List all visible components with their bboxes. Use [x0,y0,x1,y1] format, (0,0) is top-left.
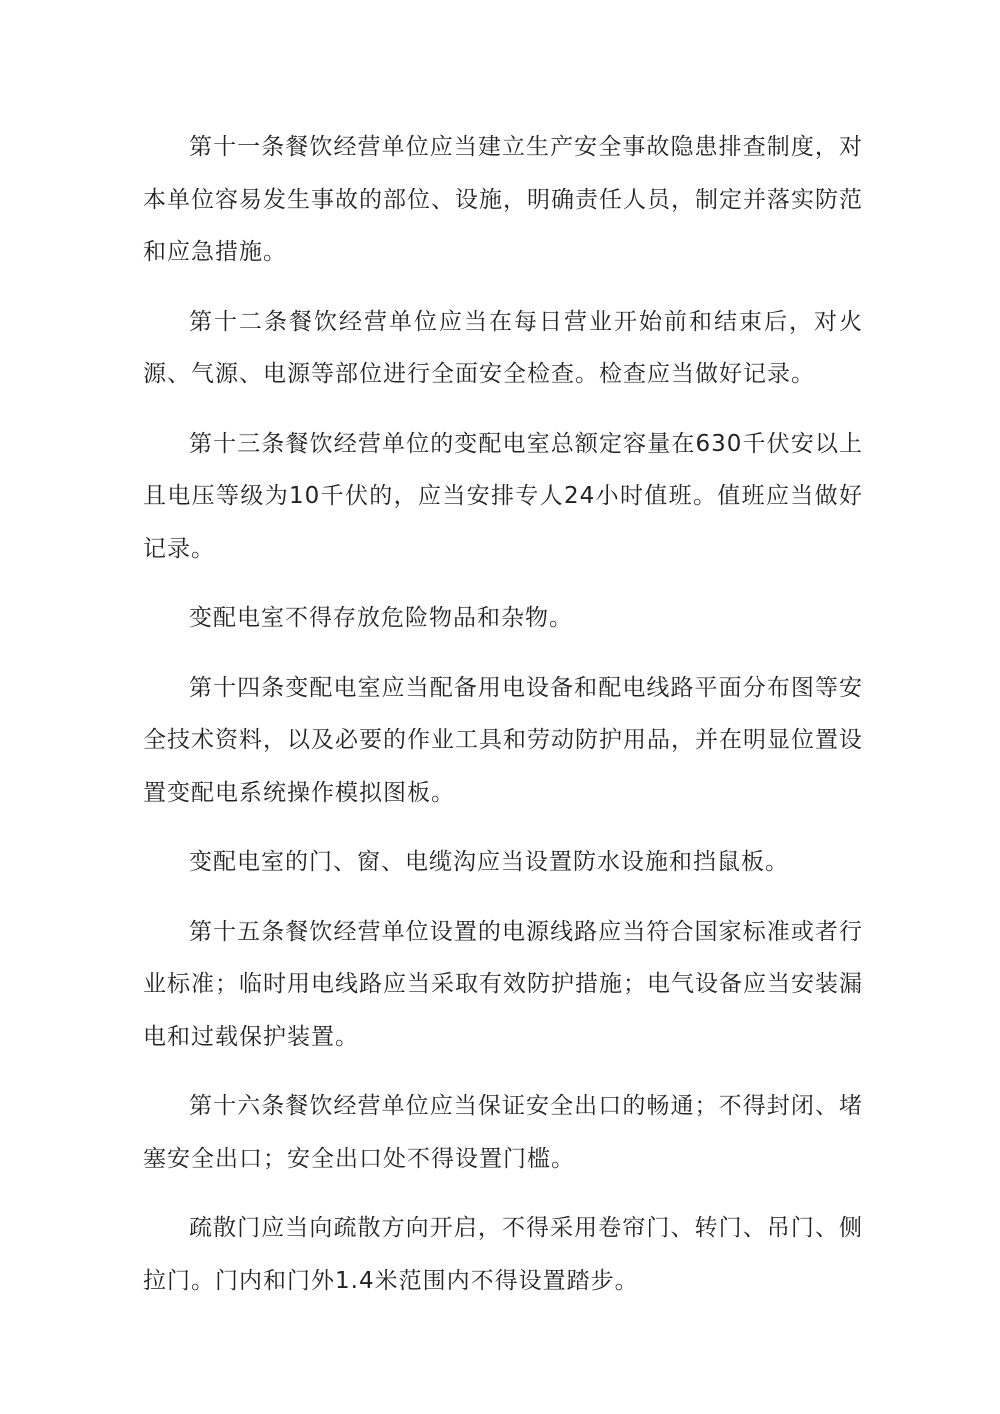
paragraph-article-12: 第十二条餐饮经营单位应当在每日营业开始前和结束后，对火源、气源、电源等部位进行全面安全检查。检查应当做好记录。 [143,308,863,387]
paragraph-article-16: 第十六条餐饮经营单位应当保证安全出口的畅通；不得封闭、堵塞安全出口；安全出口处不得设置门槛。 [143,1093,863,1172]
paragraph-article-11: 第十一条餐饮经营单位应当建立生产安全事故隐患排查制度，对本单位容易发生事故的部位、设施，明确责任人员，制定并落实防范和应急措施。 [143,134,863,265]
paragraph-article-13-note: 变配电室不得存放危险物品和杂物。 [189,605,573,631]
paragraph-article-16-note: 疏散门应当向疏散方向开启，不得采用卷帘门、转门、吊门、侧拉门。门内和门外1.4米范围内不得设置踏步。 [143,1215,863,1294]
paragraph-article-14-note: 变配电室的门、窗、电缆沟应当设置防水设施和挡鼠板。 [189,849,789,875]
paragraph-article-15: 第十五条餐饮经营单位设置的电源线路应当符合国家标准或者行业标准；临时用电线路应当采取有效防护措施；电气设备应当安装漏电和过载保护装置。 [143,918,863,1050]
document-body [143,121,863,1324]
paragraph-article-13: 第十三条餐饮经营单位的变配电室总额定容量在630千伏安以上且电压等级为10千伏的，应当安排专人24小时值班。值班应当做好记录。 [143,430,863,562]
paragraph-article-14: 第十四条变配电室应当配备用电设备和配电线路平面分布图等安全技术资料，以及必要的作业工具和劳动防护用品，并在明显位置设置变配电系统操作模拟图板。 [143,674,863,806]
